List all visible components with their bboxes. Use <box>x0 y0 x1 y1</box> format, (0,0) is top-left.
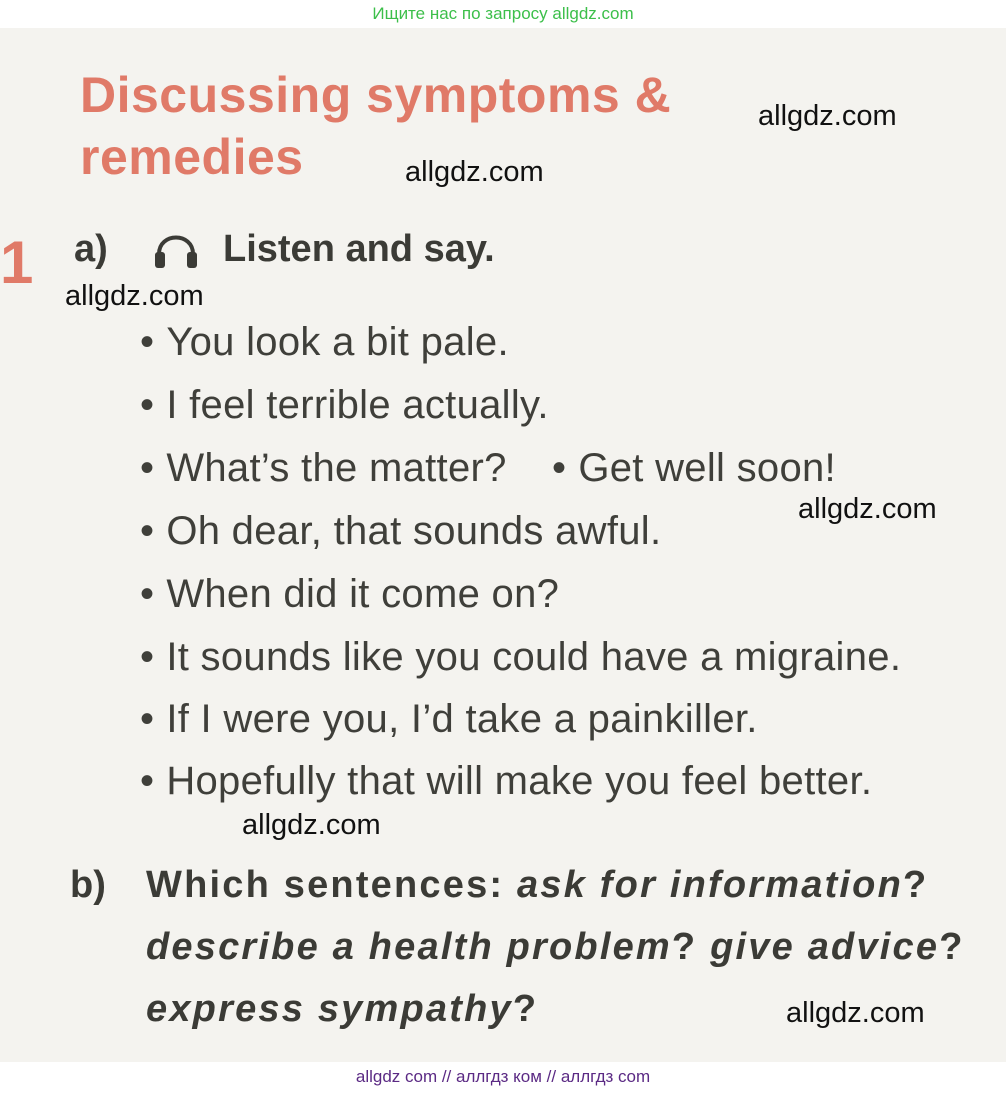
phrase-item: • I feel terrible actually. <box>140 383 549 427</box>
phrase-item: • You look a bit pale. <box>140 320 509 364</box>
part-b-line-2: describe a health problem? give advice? <box>146 926 965 968</box>
watermark: allgdz.com <box>242 809 381 841</box>
section-title-line-1: Discussing symptoms & <box>80 67 672 123</box>
headphones-icon <box>152 222 200 274</box>
watermark: allgdz.com <box>798 493 937 525</box>
part-a-label: a) <box>74 228 108 270</box>
watermark: allgdz.com <box>405 156 544 188</box>
phrase-item: • It sounds like you could have a migraine. <box>140 635 902 679</box>
phrase-item: • Get well soon! <box>552 446 836 490</box>
phrase-item: • What’s the matter? <box>140 446 507 490</box>
phrase-item: • Hopefully that will make you feel better. <box>140 759 873 803</box>
footer-watermark: allgdz com // аллгдз ком // аллгдз com <box>355 1067 651 1086</box>
phrase-item: • Oh dear, that sounds awful. <box>140 509 662 553</box>
exercise-number: 1 <box>0 229 34 296</box>
part-b-label: b) <box>70 864 106 906</box>
part-b-line-3: express sympathy? <box>146 988 539 1030</box>
section-title-line-2: remedies <box>80 129 304 185</box>
instruction-listen-and-say: Listen and say. <box>223 228 495 270</box>
watermark: allgdz.com <box>758 100 897 132</box>
top-banner: Ищите нас по запросу allgdz.com <box>372 4 634 23</box>
phrase-item: • When did it come on? <box>140 572 560 616</box>
phrase-item: • If I were you, I’d take a painkiller. <box>140 697 758 741</box>
part-b-line-1: Which sentences: ask for information? <box>146 864 929 906</box>
watermark: allgdz.com <box>65 280 204 312</box>
watermark: allgdz.com <box>786 997 925 1029</box>
